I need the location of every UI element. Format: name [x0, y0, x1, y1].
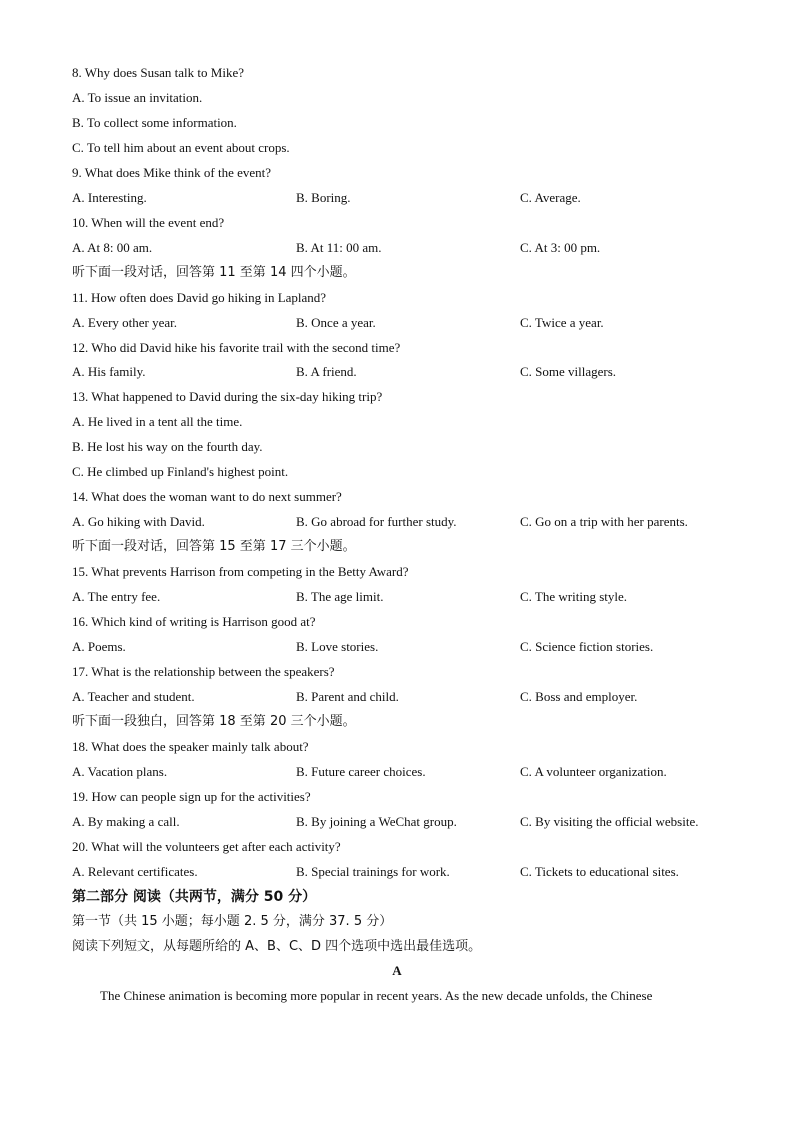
q19-option-c: C. By visiting the official website. [520, 814, 699, 829]
q18-option-a: A. Vacation plans. [72, 764, 168, 779]
question-16: 16. Which kind of writing is Harrison good at? [72, 614, 316, 629]
q15-option-b: B. The age limit. [296, 589, 384, 604]
q10-option-c: C. At 3: 00 pm. [520, 240, 601, 255]
question-11: 11. How often does David go hiking in Lapland? [72, 290, 327, 305]
question-20: 20. What will the volunteers get after each activity? [72, 839, 341, 854]
q11-option-a: A. Every other year. [72, 315, 178, 330]
q17-option-b: B. Parent and child. [296, 689, 399, 704]
q11-option-c: C. Twice a year. [520, 315, 604, 330]
q20-option-a: A. Relevant certificates. [72, 864, 198, 879]
q13-option-b: B. He lost his way on the fourth day. [72, 439, 263, 454]
q13-option-c: C. He climbed up Finland's highest point. [72, 464, 289, 479]
q11-option-b: B. Once a year. [296, 315, 376, 330]
q20-option-c: C. Tickets to educational sites. [520, 864, 679, 879]
q19-option-b: B. By joining a WeChat group. [296, 814, 457, 829]
q12-option-b: B. A friend. [296, 364, 357, 379]
q8-option-b: B. To collect some information. [72, 115, 237, 130]
q10-option-a: A. At 8: 00 am. [72, 240, 153, 255]
question-17: 17. What is the relationship between the speakers? [72, 664, 335, 679]
instruction-11-14: 听下面一段对话，回答第 11 至第 14 四个小题。 [72, 265, 356, 280]
q14-option-a: A. Go hiking with David. [72, 514, 205, 529]
question-14: 14. What does the woman want to do next summer? [72, 489, 342, 504]
q20-option-b: B. Special trainings for work. [296, 864, 450, 879]
q12-option-a: A. His family. [72, 364, 146, 379]
section-1-title: 第一节（共 15 小题；每小题 2. 5 分，满分 37. 5 分） [72, 914, 393, 929]
question-10: 10. When will the event end? [72, 215, 225, 230]
passage-letter: A [392, 963, 402, 978]
question-15: 15. What prevents Harrison from competing in the Betty Award? [72, 564, 409, 579]
q16-option-b: B. Love stories. [296, 639, 379, 654]
q14-option-b: B. Go abroad for further study. [296, 514, 457, 529]
q17-option-a: A. Teacher and student. [72, 689, 195, 704]
section-1-instruction: 阅读下列短文，从每题所给的 A、B、C、D 四个选项中选出最佳选项。 [72, 939, 482, 954]
q15-option-c: C. The writing style. [520, 589, 628, 604]
q16-option-a: A. Poems. [72, 639, 126, 654]
instruction-15-17: 听下面一段对话，回答第 15 至第 17 三个小题。 [72, 539, 356, 554]
q10-option-b: B. At 11: 00 am. [296, 240, 382, 255]
q9-option-b: B. Boring. [296, 190, 351, 205]
q14-option-c: C. Go on a trip with her parents. [520, 514, 688, 529]
question-8: 8. Why does Susan talk to Mike? [72, 65, 244, 80]
q19-option-a: A. By making a call. [72, 814, 180, 829]
question-18: 18. What does the speaker mainly talk about? [72, 739, 309, 754]
q13-option-a: A. He lived in a tent all the time. [72, 414, 243, 429]
q18-option-c: C. A volunteer organization. [520, 764, 667, 779]
question-9: 9. What does Mike think of the event? [72, 165, 272, 180]
q9-option-c: C. Average. [520, 190, 581, 205]
q18-option-b: B. Future career choices. [296, 764, 426, 779]
instruction-18-20: 听下面一段独白，回答第 18 至第 20 三个小题。 [72, 714, 356, 729]
q12-option-c: C. Some villagers. [520, 364, 617, 379]
q9-option-a: A. Interesting. [72, 190, 147, 205]
q16-option-c: C. Science fiction stories. [520, 639, 654, 654]
passage-first-line: The Chinese animation is becoming more popular in recent years. As the new decade unfolds, the Chinese [100, 988, 653, 1003]
question-13: 13. What happened to David during the six-day hiking trip? [72, 389, 383, 404]
q17-option-c: C. Boss and employer. [520, 689, 638, 704]
question-12: 12. Who did David hike his favorite trail with the second time? [72, 340, 401, 355]
part-2-title: 第二部分 阅读（共两节，满分 50 分） [72, 889, 317, 905]
question-19: 19. How can people sign up for the activities? [72, 789, 311, 804]
q15-option-a: A. The entry fee. [72, 589, 161, 604]
q8-option-c: C. To tell him about an event about crops. [72, 140, 290, 155]
q8-option-a: A. To issue an invitation. [72, 90, 203, 105]
